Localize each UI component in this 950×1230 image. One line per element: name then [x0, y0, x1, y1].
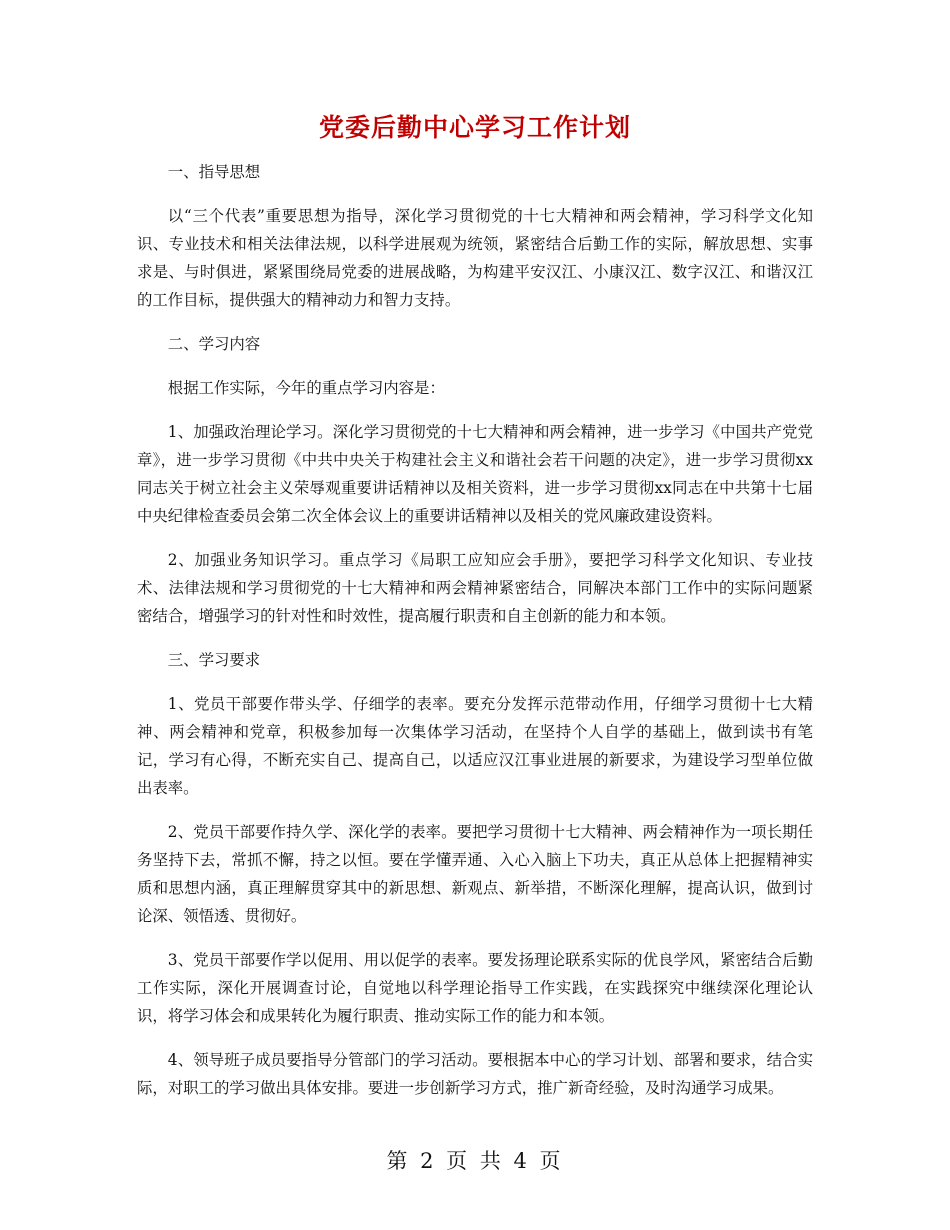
paragraph: 以“三个代表”重要思想为指导，深化学习贯彻党的十七大精神和两会精神，学习科学文化知识、专业技术和相关法律法规，以科学进展观为统领，紧密结合后勤工作的实际，解放思想、实事求是、与时俱进，紧紧围绕局党委的进展战略，为构建平安汉江、小康汉江、数字汉江、和谐汉江的工作目标，提供强大的精神动力和智力支持。 — [137, 207, 813, 309]
paragraph: 4、领导班子成员要指导分管部门的学习活动。要根据本中心的学习计划、部署和要求，结合实际，对职工的学习做出具体安排。要进一步创新学习方式，推广新奇经验，及时沟通学习成果。 — [137, 1051, 813, 1097]
section-heading: 三、学习要求 — [167, 651, 261, 669]
paragraph: 2、党员干部要作持久学、深化学的表率。要把学习贯彻十七大精神、两会精神作为一项长期任务坚持下去，常抓不懈，持之以恒。要在学懂弄通、入心入脑上下功夫，真正从总体上把握精神实质和思想内涵，真正理解贯穿其中的新思想、新观点、新举措，不断深化理解，提高认识，做到讨论深、领悟透、贯彻好。 — [137, 823, 813, 925]
section-heading: 二、学习内容 — [167, 335, 261, 353]
document-body — [137, 158, 813, 1118]
paragraph: 根据工作实际，今年的重点学习内容是： — [167, 379, 445, 397]
document-title: 党委后勤中心学习工作计划 — [318, 113, 631, 142]
paragraph: 2、加强业务知识学习。重点学习《局职工应知应会手册》，要把学习科学文化知识、专业技术、法律法规和学习贯彻党的十七大精神和两会精神紧密结合，同解决本部门工作中的实际问题紧密结合，增强学习的针对性和时效性，提高履行职责和自主创新的能力和本领。 — [137, 551, 813, 625]
section-heading: 一、指导思想 — [167, 163, 261, 181]
page-number-footer: 第 2 页 共 4 页 — [386, 1149, 564, 1173]
paragraph: 3、党员干部要作学以促用、用以促学的表率。要发扬理论联系实际的优良学风，紧密结合后勤工作实际，深化开展调查讨论，自觉地以科学理论指导工作实践，在实践探究中继续深化理论认识，将学习体会和成果转化为履行职责、推动实际工作的能力和本领。 — [137, 951, 813, 1025]
paragraph: 1、加强政治理论学习。深化学习贯彻党的十七大精神和两会精神，进一步学习《中国共产党党章》，进一步学习贯彻《中共中央关于构建社会主义和谐社会若干问题的决定》，进一步学习贯彻xx同志关于树立社会主义荣辱观重要讲话精神以及相关资料，进一步学习贯彻xx同志在中共第十七届中央纪律检查委员会第二次全体会议上的重要讲话精神以及相关的党风廉政建设资料。 — [137, 423, 813, 525]
paragraph: 1、党员干部要作带头学、仔细学的表率。要充分发挥示范带动作用，仔细学习贯彻十七大精神、两会精神和党章，积极参加每一次集体学习活动，在坚持个人自学的基础上，做到读书有笔记，学习有心得，不断充实自己、提高自己，以适应汉江事业进展的新要求，为建设学习型单位做出表率。 — [137, 695, 813, 797]
